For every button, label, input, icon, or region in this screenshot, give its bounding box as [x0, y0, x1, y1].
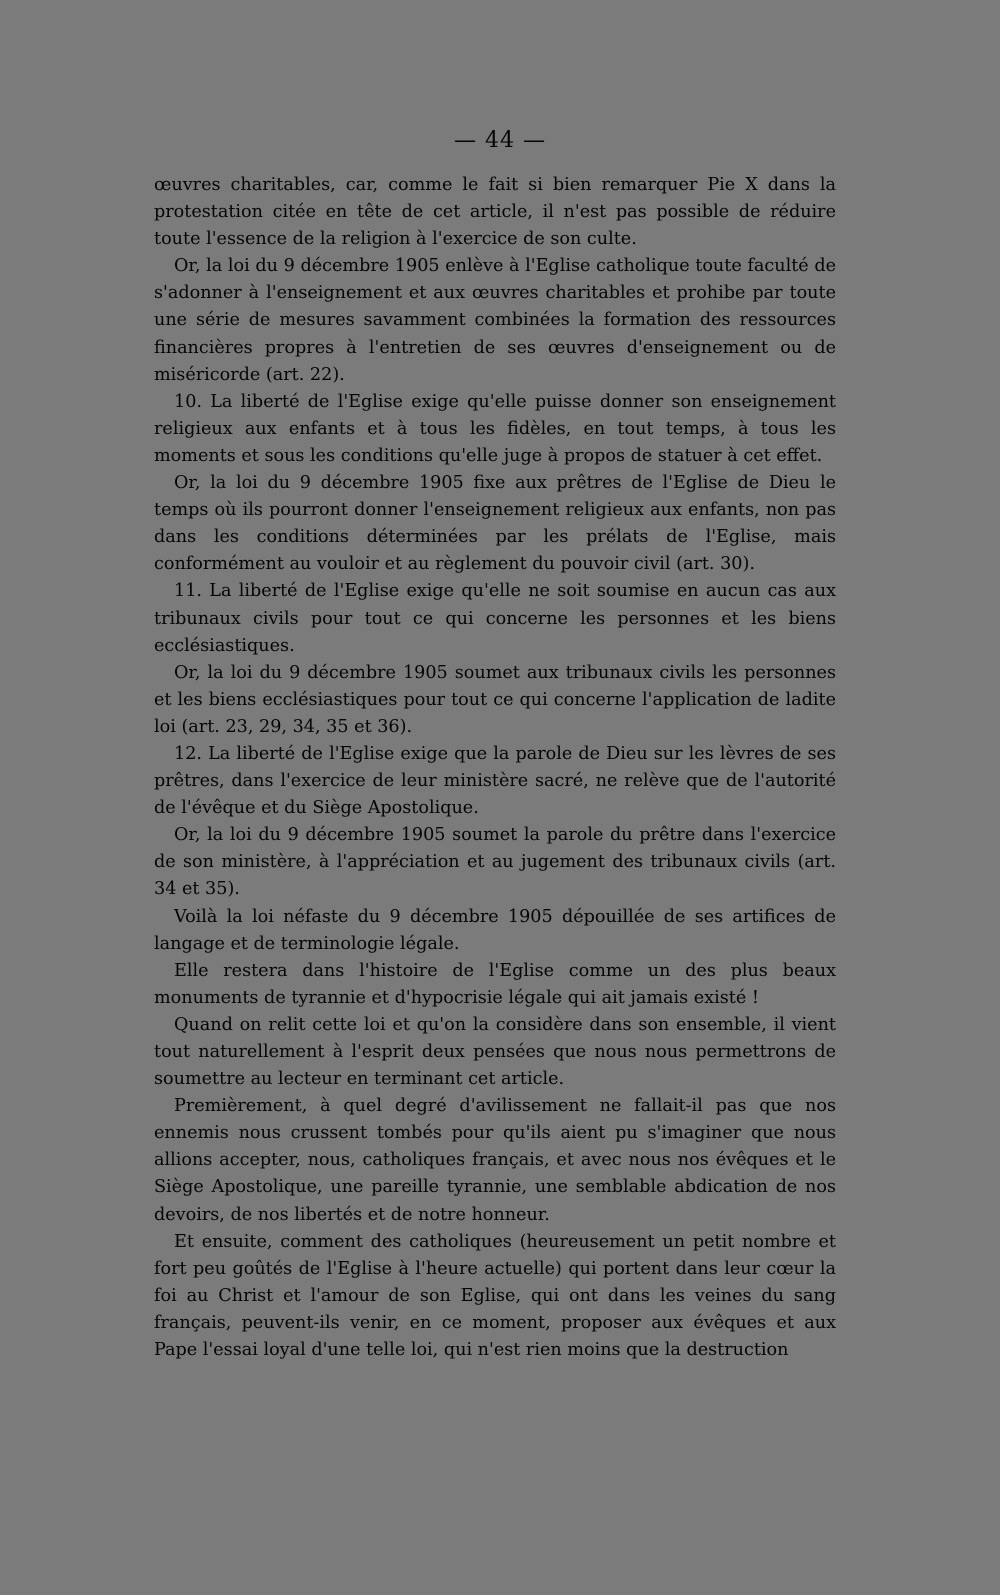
paragraph-6: Or, la loi du 9 décembre 1905 soumet aux tribunaux civils les personnes et les biens ecclésiastiques pour tout ce qui concerne l'application de ladite loi (art. 23, 29, 34, 35 et 36).: [154, 662, 836, 737]
paragraph-4: Or, la loi du 9 décembre 1905 fixe aux prêtres de l'Eglise de Dieu le temps où ils pourront donner l'enseignement religieux aux enfants, non pas dans les conditions déterminées par les prélats de l'Eglise, mais conformément au vouloir et au règlement du pouvoir civil (art. 30).: [154, 473, 836, 575]
paragraph-10: Elle restera dans l'histoire de l'Eglise comme un des plus beaux monuments de tyrannie et d'hypocrisie légale qui ait jamais existé !: [154, 960, 836, 1008]
paragraph-11: Quand on relit cette loi et qu'on la considère dans son ensemble, il vient tout naturellement à l'esprit deux pensées que nous nous permettrons de soumettre au lecteur en terminant cet article.: [154, 1014, 836, 1090]
paragraph-8: Or, la loi du 9 décembre 1905 soumet la parole du prêtre dans l'exercice de son ministère, à l'appréciation et au jugement des tribunaux civils (art. 34 et 35).: [154, 825, 836, 900]
paragraph-1: œuvres charitables, car, comme le fait si bien remarquer Pie X dans la protestation citée en tête de cet article, il n'est pas possible de réduire toute l'essence de la religion à l'exercice de son culte.: [154, 175, 836, 250]
paragraph-13: Et ensuite, comment des catholiques (heureusement un petit nombre et fort peu goûtés de l'Eglise à l'heure actuelle) qui portent dans leur cœur la foi au Christ et l'amour de son Eglise, qui ont dans les veines du sang français, peuvent-ils venir, en ce moment, proposer aux évêques et aux Pape l'essai loyal d'une telle loi, qui n'est rien moins que la destruction: [154, 1231, 836, 1361]
page-number: — 44 —: [454, 128, 546, 153]
paragraph-12: Premièrement, à quel degré d'avilissement ne fallait-il pas que nos ennemis nous crussent tombés pour qu'ils aient pu s'imaginer que nous allions accepter, nous, catholiques français, et avec nous nos évêques et le Siège Apostolique, une pareille tyrannie, une semblable abdication de nos devoirs, de nos libertés et de notre honneur.: [154, 1096, 836, 1225]
paragraph-7: 12. La liberté de l'Eglise exige que la parole de Dieu sur les lèvres de ses prêtres, dans l'exercice de leur ministère sacré, ne relève que de l'autorité de l'évêque et du Siège Apostolique.: [154, 743, 836, 819]
paragraph-5: 11. La liberté de l'Eglise exige qu'elle ne soit soumise en aucun cas aux tribunaux civils pour tout ce qui concerne les personnes et les biens ecclésiastiques.: [154, 581, 836, 656]
body-text: [154, 172, 836, 1364]
paragraph-3: 10. La liberté de l'Eglise exige qu'elle puisse donner son enseignement religieux aux enfants et à tous les fidèles, en tout temps, à tous les moments et sous les conditions qu'elle juge à propos de statuer à cet effet.: [154, 391, 836, 466]
paragraph-9: Voilà la loi néfaste du 9 décembre 1905 dépouillée de ses artifices de langage et de terminologie légale.: [154, 906, 836, 954]
paragraph-2: Or, la loi du 9 décembre 1905 enlève à l'Eglise catholique toute faculté de s'adonner à l'enseignement et aux œuvres charitables et prohibe par toute une série de mesures savamment combinées la formation des ressources financières propres à l'entretien de ses œuvres d'enseignement ou de miséricorde (art. 22).: [154, 256, 836, 385]
